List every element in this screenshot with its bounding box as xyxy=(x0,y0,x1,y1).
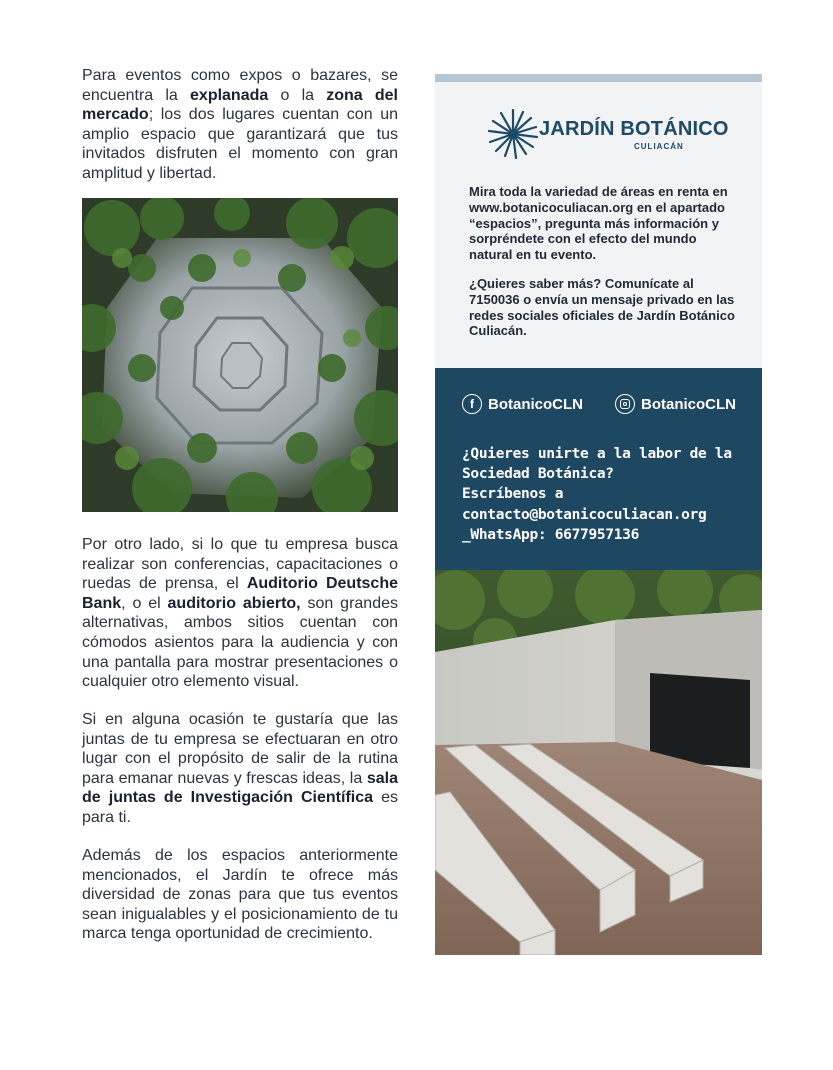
bold-text: zona del mercado xyxy=(82,86,398,124)
bold-text: auditorio abierto, xyxy=(167,594,301,612)
closing-paragraph: Además de los espacios anteriormente mencionados, el Jardín te ofrece más diversidad de zonas para que tus eventos sean inigualables y el posicionamiento de tu marca tenga oportunidad de crecimiento. xyxy=(82,847,398,943)
facebook-icon: f xyxy=(462,394,482,414)
rental-info-text: Mira toda la variedad de áreas en renta en www.botanicoculiacan.org en el apartado “espacios”, pregunta más información y sorpréndete con el efecto del mundo natural en tu evento. xyxy=(469,184,728,263)
bold-text: sala de juntas de Investigación Científica xyxy=(82,769,398,807)
contact-email[interactable]: contacto@botanicoculiacan.org xyxy=(462,506,707,523)
conference-paragraph xyxy=(82,535,398,692)
info-panel xyxy=(435,82,762,368)
agave-icon xyxy=(487,108,539,160)
instagram-link[interactable] xyxy=(615,394,736,414)
facebook-link[interactable] xyxy=(462,394,583,414)
jardin-botanico-logo xyxy=(487,108,729,168)
logo-subtitle: CULIACÁN xyxy=(634,142,684,151)
join-society-text xyxy=(462,444,752,545)
join-line: ¿Quieres unirte a la labor de la xyxy=(462,446,732,462)
text-span: Si en alguna ocasión te gustaría que las juntas de tu empresa se efectuaran en otro lugar con el propósito de salir de la rutina para emanar nuevas y frescas ideas, la xyxy=(82,711,398,787)
instagram-icon xyxy=(615,394,635,414)
whatsapp-number[interactable]: _WhatsApp: 6677957136 xyxy=(462,526,640,543)
facebook-handle: BotanicoCLN xyxy=(488,395,583,413)
open-auditorium-photo xyxy=(435,570,762,955)
bold-text: explanada xyxy=(190,86,269,104)
text-span: es para ti. xyxy=(82,789,399,826)
text-span: Para eventos como expos o bazares, se encuentra la xyxy=(82,67,398,104)
instagram-handle: BotanicoCLN xyxy=(641,395,736,413)
intro-paragraph xyxy=(82,66,398,184)
meeting-room-paragraph xyxy=(82,710,398,828)
text-span: , o el xyxy=(121,594,168,612)
bold-text: Auditorio Deutsche Bank xyxy=(82,575,398,612)
aerial-plaza-photo xyxy=(82,198,398,512)
join-line: Sociedad Botánica? xyxy=(462,466,614,483)
social-panel xyxy=(435,368,762,570)
logo-title: JARDÍN BOTÁNICO xyxy=(539,118,729,140)
text-span: o la xyxy=(268,86,327,104)
text-span: son grandes alternativas, ambos sitios cuentan con cómodos asientos para la audiencia y con una pantalla para mostrar presentaciones o cualquier otro elemento visual. xyxy=(82,594,398,691)
join-line: Escríbenos a xyxy=(462,486,564,503)
contact-info-text: ¿Quieres saber más? Comunícate al 7150036 o envía un mensaje privado en las redes sociales oficiales de Jardín Botánico Culiacán. xyxy=(469,276,735,339)
text-span: Por otro lado, si lo que tu empresa busca realizar son conferencias, capacitaciones o ruedas de prensa, el xyxy=(82,536,398,593)
top-accent-bar xyxy=(435,74,762,82)
text-span: ; los dos lugares cuentan con un amplio espacio que garantizará que tus invitados disfruten el momento con gran amplitud y libertad. xyxy=(82,106,398,182)
